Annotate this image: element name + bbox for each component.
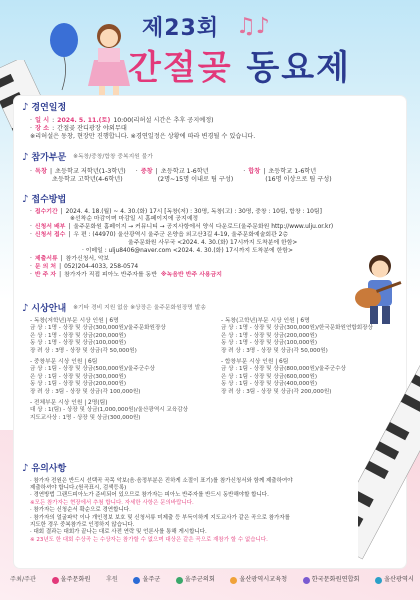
footer-organizers bbox=[10, 576, 414, 584]
korea-culture-logo-icon bbox=[303, 577, 310, 584]
application-form-row: · 신청서 배부 | 울주문화원 홈페이지 → 커뮤니티 → 공지사항에서 양식 다운로드(울주문화원 http://www.ulju.or.kr) bbox=[30, 224, 334, 231]
note-icon: ♪ bbox=[22, 303, 29, 314]
notice-item: · 대회 결과는 대회가 끝나는 대로 사전 연락 및 언론사를 통해 게시합니다. bbox=[30, 529, 207, 536]
application-submit-email: · 이메일 : ulju8406@naver.com <2024. 4. 30.(화) 17시까지 도착분에 한함> bbox=[82, 248, 293, 255]
awards-ensemble: - 중창부문 시상 인원 | 6팀 금 상 : 1팀 - 상장 및 상금(500,000원)/울주군수상 은 상 : 1팀 - 상장 및 상금(300,000원) 동 상 : 1팀 - 상장 및 상금(200,000원) 장 려 상 : 3팀 - 상장 및 상금(각 100,000원) bbox=[30, 358, 155, 395]
notice-item: ※ 23년도 한 대회 수상곡 는 수상자는 참가할 수 없으며 대상은 같은 곡으로 재참가 할 수 없습니다. bbox=[30, 536, 268, 543]
music-notes-icon: ♫♪ bbox=[236, 14, 270, 39]
notice-item: ※모든 참가자는 현장에서 추첨 합니다. 자세한 사항은 문의바랍니다. bbox=[30, 499, 194, 506]
awards-grand: - 전체부문 시상 인원 | 2명(팀) 대 상 : 1(팀) - 상장 및 상금(1,000,000원)/울산광역시 교육감상 지도교사상 : 1명 - 상장 및 상금(300,000원) bbox=[30, 399, 189, 421]
notice-heading: ♪ 유의사항 bbox=[22, 463, 67, 474]
awards-heading: ♪ 시상안내 ※기타 경비 지원 없음 ※상장은 울주문화원장명 발송 bbox=[22, 303, 206, 314]
footer-org-ulju-council: 울주군의회 bbox=[176, 576, 215, 584]
notice-item: 지도한 경우 중복참가로 인정하지 않습니다. bbox=[30, 522, 135, 529]
schedule-date: 2024. 5. 11.(토) bbox=[57, 116, 111, 124]
application-accomp-row: · 반 주 자 | 참가자가 직접 피아노 반주자를 동반 ※녹음반 반주 사용금지 bbox=[30, 272, 222, 279]
notice-item: · 참가자는 신청순서 확순으로 경연합니다. bbox=[30, 507, 131, 514]
application-section bbox=[22, 193, 402, 280]
eligibility-heading: ♪ 참가부문 ※독창/중창/합창 중복지원 불가 bbox=[22, 152, 153, 163]
note-icon: ♪ bbox=[22, 152, 29, 163]
notice-item: · 경연방법 그랜드피아노가 준비되어 있으므로 참가자는 피아노 반주자를 반드시 동반해야할 합니다. bbox=[30, 492, 269, 499]
ulju-culture-logo-icon bbox=[52, 577, 59, 584]
edition-title: 제23회 bbox=[142, 16, 220, 41]
schedule-place-row: · 장 소 : 간절곶 잔디광장 야외무대 bbox=[30, 124, 127, 132]
notice-item: 제출하셔야 합니다.(원곡표시, 검색등록) bbox=[30, 484, 127, 491]
schedule-heading: ♪ 경연일정 bbox=[22, 102, 67, 113]
footer-org-korea-culture: 한국문화원연합회 bbox=[303, 576, 360, 584]
eligibility-solo: · 독창 | 초등학교 저학년(1-3학년) 초등학교 고학년(4-6학년) bbox=[30, 167, 126, 183]
notice-item: · 참가자 전원은 반드시 선택곡 곡목 악보(음·음정부분은 진하게 소절이 표기)를 참가신청서와 함께 제출하여야 bbox=[30, 477, 293, 484]
schedule-note: ※리허설은 동창, 현장만 진행합니다. ※경연일정은 상황에 따라 변경될 수 있습니다. bbox=[30, 133, 256, 141]
ulju-council-logo-icon bbox=[176, 577, 183, 584]
awards-solo-low: - 독창(저학년)부문 시상 인원 | 6명 금 상 : 1명 - 상장 및 상금(300,000원)/울주문화원장상 은 상 : 1명 - 상장 및 상금(200,000원) 동 상 : 1명 - 상장 및 상금(100,000원) 장 려 상 : 3명 - 상장 및 상금(각 50,000원) bbox=[30, 317, 166, 354]
eligibility-section bbox=[22, 151, 402, 184]
note-icon: ♪ bbox=[22, 463, 29, 474]
application-period-note: ※선착순 마감이며 마감일 시 홈페이지에 공지예정 bbox=[70, 216, 199, 223]
ulsan-city-logo-icon bbox=[375, 577, 382, 584]
application-docs-row: · 제출서류 | 참가신청서, 악보 bbox=[30, 256, 110, 263]
schedule-section bbox=[22, 101, 402, 142]
awards-section bbox=[22, 302, 402, 422]
ulsan-education-logo-icon bbox=[230, 577, 237, 584]
main-title bbox=[128, 46, 351, 92]
girl-illustration bbox=[84, 20, 134, 98]
footer-label: 주최/주관 bbox=[10, 576, 36, 583]
application-submit-row-2: 울주문화원 사무국 <2024. 4. 30.(화) 17시까지 도착분에 한함> bbox=[128, 240, 298, 247]
application-contact-row: · 문 의 처 | 052)204-4033, 258-0574 bbox=[30, 264, 139, 271]
awards-choir: - 합창부문 시상 인원 | 6팀 금 상 : 1팀 - 상장 및 상금(800,000원)/울주군수상 은 상 : 1팀 - 상장 및 상금(600,000원) 동 상 : 1팀 - 상장 및 상금(400,000원) 장 려 상 : 3팀 - 상장 및 상금(각 200,000원) bbox=[221, 358, 346, 395]
application-heading: ♪ 접수방법 bbox=[22, 194, 67, 205]
main-title-part-b: 동요제 bbox=[246, 48, 351, 88]
eligibility-ensemble: · 중창 | 초등학교 1-6학년 (2명~15명 이내로 팀 구성) bbox=[135, 167, 234, 183]
eligibility-choir: · 합창 | 초등학교 1-6학년 (16명 이상으로 팀 구성) bbox=[243, 167, 332, 183]
footer-org-ulju-county: 울주군 bbox=[133, 576, 160, 584]
main-title-part-a: 간절곶 bbox=[128, 48, 233, 88]
footer-org-ulsan-education: 울산광역시교육청 bbox=[230, 576, 287, 584]
note-icon: ♪ bbox=[22, 194, 29, 205]
note-icon: ♪ bbox=[22, 102, 29, 113]
footer-sponsor-label: 후원 bbox=[105, 576, 118, 583]
footer-org-ulju-culture: 울주문화원 bbox=[52, 576, 91, 584]
application-period-row: · 접수기간 | 2024. 4. 18.(월) ~ 4. 30.(화) 17시 [독창(저) : 30명, 독창(고) : 30명, 중창 : 10팀, 합창 : 10팀] bbox=[30, 208, 322, 215]
application-submit-row: · 신청서 접수 | 우 편 : (44970) 울산광역시 울주군 온양읍 외고산3길 4-19, 울주문화예술회관 2층 bbox=[30, 232, 289, 239]
notice-section bbox=[22, 462, 372, 544]
schedule-date-row: · 일 시 : 2024. 5. 11.(토) 10:00(리허설 시간은 추후 공지예정) bbox=[30, 116, 214, 124]
awards-solo-high: - 독창(고학년)부문 시상 인원 | 6명 금 상 : 1명 - 상장 및 상금(300,000원)/한국문화원연합회장상 은 상 : 1명 - 상장 및 상금(200,000원) 동 상 : 1명 - 상장 및 상금(100,000원) 장 려 상 : 3명 - 상장 및 상금(각 50,000원) bbox=[221, 317, 373, 354]
footer-org-ulsan-city: 울산광역시 bbox=[375, 576, 414, 584]
ulju-county-logo-icon bbox=[133, 577, 140, 584]
balloon-icon bbox=[46, 22, 82, 92]
notice-item: · 참가자의 얼굴파악 이나 개인정보 보호 및 신청서류 미제출 등 부득이하게 지도교사가 같은 곡으로 참가자를 bbox=[30, 514, 290, 521]
